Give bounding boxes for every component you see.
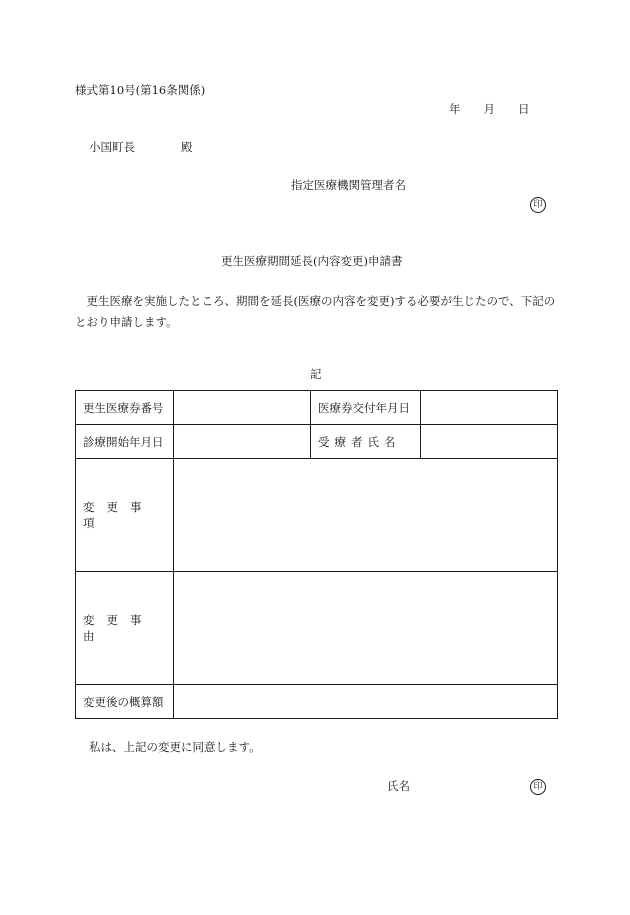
- applicant-label: 指定医療機関管理者名: [291, 178, 406, 192]
- estimated-amount-field[interactable]: [174, 685, 558, 719]
- addressee: 小国町長 殿: [89, 140, 193, 154]
- ticket-issue-date-label: 医療券交付年月日: [311, 391, 421, 425]
- table-row: [76, 391, 558, 425]
- table-row: [76, 572, 558, 685]
- name-label: 氏名: [387, 779, 410, 793]
- application-table: [75, 390, 558, 719]
- date-line: 年 月 日: [449, 102, 530, 116]
- patient-name-field[interactable]: [421, 425, 558, 459]
- estimated-amount-label: 変更後の概算額: [76, 685, 174, 719]
- table-row: [76, 685, 558, 719]
- change-reason-label: 変更事由: [76, 572, 174, 685]
- seal-icon: 印: [530, 197, 546, 213]
- ticket-number-field[interactable]: [174, 391, 311, 425]
- table-row: [76, 425, 558, 459]
- change-items-field[interactable]: [174, 459, 558, 572]
- form-number: 様式第10号(第16条関係): [75, 83, 206, 97]
- table-row: [76, 459, 558, 572]
- seal-icon: 印: [530, 779, 546, 795]
- ki-label: 記: [310, 367, 322, 381]
- consent-text: 私は、上記の変更に同意します。: [89, 740, 261, 754]
- start-date-field[interactable]: [174, 425, 311, 459]
- ticket-issue-date-field[interactable]: [421, 391, 558, 425]
- seal-mark-bottom: [530, 779, 546, 795]
- change-reason-field[interactable]: [174, 572, 558, 685]
- body-paragraph: 更生医療を実施したところ、期間を延長(医療の内容を変更)する必要が生じたので、下記のとおり申請します。: [75, 294, 556, 329]
- patient-name-label: 受療者氏名: [311, 425, 421, 459]
- document-title: 更生医療期間延長(内容変更)申請書: [221, 254, 403, 268]
- change-items-label: 変更事項: [76, 459, 174, 572]
- ticket-number-label: 更生医療券番号: [76, 391, 174, 425]
- seal-mark-top: [530, 197, 546, 213]
- start-date-label: 診療開始年月日: [76, 425, 174, 459]
